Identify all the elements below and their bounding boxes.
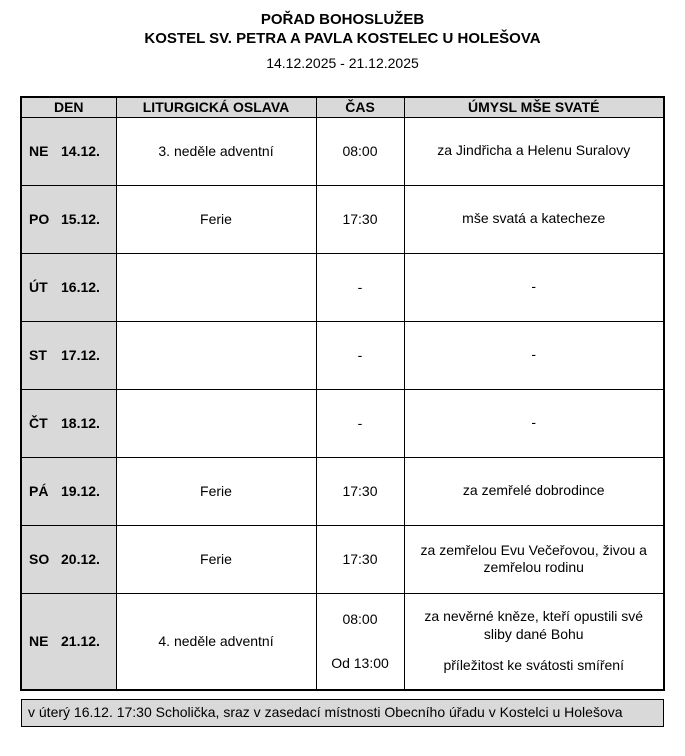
col-header-mass-intention: ÚMYSL MŠE SVATÉ bbox=[404, 97, 664, 117]
day-date: 16.12. bbox=[61, 279, 100, 295]
col-header-time: ČAS bbox=[316, 97, 404, 117]
time-value: 08:00 bbox=[342, 611, 378, 628]
day-cell bbox=[21, 185, 116, 253]
table-row bbox=[21, 525, 664, 593]
schedule-body bbox=[21, 117, 664, 690]
table-row bbox=[21, 389, 664, 457]
time-value: - bbox=[357, 415, 363, 431]
intention-value: - bbox=[531, 278, 537, 295]
liturgical-celebration-cell: Ferie bbox=[116, 185, 316, 253]
time-value: - bbox=[357, 347, 363, 363]
intention-value: - bbox=[531, 414, 537, 431]
intention-cell bbox=[404, 185, 664, 253]
page-subtitle: KOSTEL SV. PETRA A PAVLA KOSTELEC U HOLEŠOVA bbox=[144, 30, 541, 47]
table-row bbox=[21, 321, 664, 389]
intention-cell bbox=[404, 117, 664, 185]
liturgical-celebration-cell bbox=[116, 321, 316, 389]
liturgical-celebration-cell: 3. neděle adventní bbox=[116, 117, 316, 185]
day-date: 18.12. bbox=[61, 415, 100, 431]
day-date: 21.12. bbox=[61, 633, 100, 650]
schedule-table-header bbox=[21, 97, 664, 117]
time-cell bbox=[316, 593, 404, 690]
time-cell bbox=[316, 525, 404, 593]
day-cell bbox=[21, 593, 116, 690]
day-abbr: NE bbox=[29, 633, 49, 650]
day-abbr: PO bbox=[29, 211, 50, 227]
day-date: 17.12. bbox=[61, 347, 100, 363]
table-row bbox=[21, 117, 664, 185]
day-cell bbox=[21, 253, 116, 321]
intention-value: mše svatá a katecheze bbox=[462, 210, 606, 227]
date-range: 14.12.2025 - 21.12.2025 bbox=[266, 55, 419, 71]
day-date: 19.12. bbox=[61, 483, 100, 499]
day-abbr: SO bbox=[29, 551, 50, 567]
intention-cell bbox=[404, 457, 664, 525]
day-cell bbox=[21, 457, 116, 525]
liturgical-celebration-cell: 4. neděle adventní bbox=[116, 593, 316, 690]
day-abbr: ST bbox=[29, 347, 47, 363]
time-cell bbox=[316, 389, 404, 457]
day-cell bbox=[21, 321, 116, 389]
table-row bbox=[21, 253, 664, 321]
intention-cell bbox=[404, 525, 664, 593]
day-cell bbox=[21, 389, 116, 457]
time-value: Od 13:00 bbox=[331, 655, 389, 672]
col-header-den: DEN bbox=[21, 97, 116, 117]
day-abbr: NE bbox=[29, 143, 49, 159]
liturgical-celebration-cell bbox=[116, 253, 316, 321]
intention-value: za zemřelou Evu Večeřovou, živou a zemřelou rodinu bbox=[420, 541, 647, 575]
time-value: - bbox=[357, 279, 363, 295]
liturgical-celebration-cell: Ferie bbox=[116, 457, 316, 525]
intention-cell bbox=[404, 389, 664, 457]
table-row bbox=[21, 593, 664, 690]
document-header bbox=[0, 10, 685, 72]
day-abbr: PÁ bbox=[29, 483, 49, 499]
intention-value: za Jindřicha a Helenu Suralovy bbox=[437, 142, 631, 159]
footer-note: v úterý 16.12. 17:30 Scholička, sraz v zasedací místnosti Obecního úřadu v Kostelci u Holešova bbox=[21, 699, 664, 727]
time-cell bbox=[316, 185, 404, 253]
time-cell bbox=[316, 117, 404, 185]
intention-cell bbox=[404, 593, 664, 690]
day-date: 20.12. bbox=[61, 551, 100, 567]
day-cell bbox=[21, 525, 116, 593]
intention-value: za nevěrné kněze, kteří opustili své sliby dané Bohu bbox=[424, 608, 644, 642]
day-cell bbox=[21, 117, 116, 185]
intention-value: příležitost ke svátosti smíření bbox=[443, 657, 624, 673]
time-cell bbox=[316, 457, 404, 525]
intention-value: - bbox=[531, 346, 537, 363]
day-date: 15.12. bbox=[61, 211, 100, 227]
day-abbr: ČT bbox=[29, 415, 48, 431]
liturgical-celebration-cell bbox=[116, 389, 316, 457]
intention-value: za zemřelé dobrodince bbox=[462, 482, 605, 499]
time-cell bbox=[316, 253, 404, 321]
intention-cell bbox=[404, 321, 664, 389]
day-date: 14.12. bbox=[61, 143, 100, 159]
schedule-table bbox=[20, 96, 665, 691]
header-row bbox=[21, 97, 664, 117]
col-header-liturgical-celebration: LITURGICKÁ OSLAVA bbox=[116, 97, 316, 117]
time-value: 17:30 bbox=[342, 551, 378, 567]
liturgical-celebration-cell: Ferie bbox=[116, 525, 316, 593]
table-row bbox=[21, 457, 664, 525]
time-value: 08:00 bbox=[342, 143, 378, 159]
time-value: 17:30 bbox=[342, 211, 378, 227]
table-row bbox=[21, 185, 664, 253]
time-cell bbox=[316, 321, 404, 389]
time-value: 17:30 bbox=[342, 483, 378, 499]
intention-cell bbox=[404, 253, 664, 321]
day-abbr: ÚT bbox=[29, 279, 48, 295]
page-title: POŘAD BOHOSLUŽEB bbox=[260, 11, 425, 28]
